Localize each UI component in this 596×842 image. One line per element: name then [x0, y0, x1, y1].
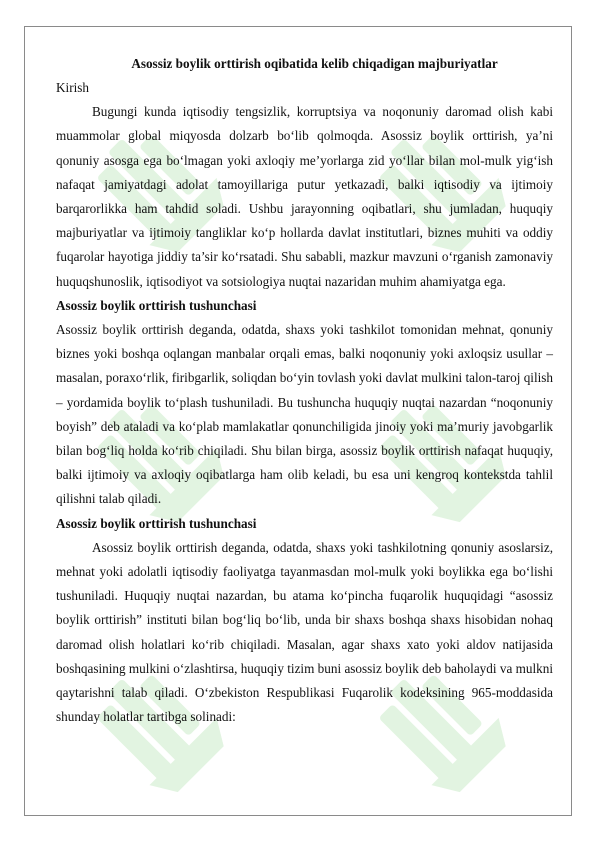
- intro-paragraph: Bugungi kunda iqtisodiy tengsizlik, korruptsiya va noqonuniy daromad olish kabi muammolar global miqyosda dolzarb bo‘lib qolmoqda. Asossiz boylik orttirish, ya’ni qonuniy asosga ega bo‘lmagan yoki axloqiy me’yorlarga zid yo‘llar bilan mol-mulk yig‘ish nafaqat jamiyatdagi adolat tamoyillariga putur yetkazadi, balki iqtisodiy va ijtimoiy barqarorlikka ham tahdid soladi. Ushbu jarayonning oqibatlari, shu jumladan, huquqiy majburiyatlar va ijtimoiy tangliklar ko‘p hollarda davlat institutlari, biznes muhiti va oddiy fuqarolar hayotiga jiddiy ta’sir ko‘rsatadi. Shu sababli, mazkur mavzuni o‘rganish zamonaviy huquqshunoslik, iqtisodiyot va sotsiologiya nuqtai nazaridan muhim ahamiyatga ega.: [56, 104, 553, 289]
- section-paragraph: Asossiz boylik orttirish deganda, odatda, shaxs yoki tashkilot tomonidan mehnat, qonuniy biznes yoki boshqa oqlangan manbalar orqali emas, balki noqonuniy yoki axloqsiz usullar – masalan, poraxo‘rlik, firibgarlik, soliqdan bo‘yin tovlash yoki davlat mulkini talon-taroj qilish – yordamida boylik to‘plash tushuniladi. Bu tushuncha huquqiy nuqtai nazardan “noqonuniy boyish” deb ataladi va ko‘plab mamlakatlar qonunchiligida jinoiy yoki ma’muriy javobgarlik bilan bog‘liq holda ko‘rib chiqiladi. Shu bilan birga, asossiz boylik orttirish nafaqat huquqiy, balki ijtimoiy va axloqiy oqibatlarga ham olib keladi, bu esa uni kengroq kontekstda tahlil qilishni talab qiladi.: [56, 322, 554, 507]
- section-paragraph: Asossiz boylik orttirish deganda, odatda, shaxs yoki tashkilotning qonuniy asoslarsiz, mehnat yoki adolatli iqtisodiy faoliyatga tayanmasdan mol-mulk yoki boylikka ega bo‘lishi tushuniladi. Huquqiy nuqtai nazardan, bu atama ko‘pincha fuqarolik huquqidagi “asossiz boylik orttirish” instituti bilan bog‘liq bo‘lib, unda bir shaxs boshqa shaxs hisobidan nohaq daromad olish holatlari ko‘rib chiqiladi. Masalan, agar shaxs xato yoki aldov natijasida boshqasining mulkini o‘zlashtirsa, huquqiy tizim buni asossiz boylik deb baholaydi va mulkni qaytarishni talab qiladi. O‘zbekiston Respublikasi Fuqarolik kodeksining 965-moddasida shunday holatlar tartibga solinadi:: [56, 539, 553, 725]
- document-body: [56, 52, 553, 729]
- section-heading: Asossiz boylik orttirish tushunchasi: [56, 297, 257, 313]
- section-heading: Asossiz boylik orttirish tushunchasi: [56, 515, 257, 531]
- intro-label: Kirish: [56, 80, 89, 95]
- document-title: Asossiz boylik orttirish oqibatida kelib chiqadigan majburiyatlar: [131, 56, 498, 71]
